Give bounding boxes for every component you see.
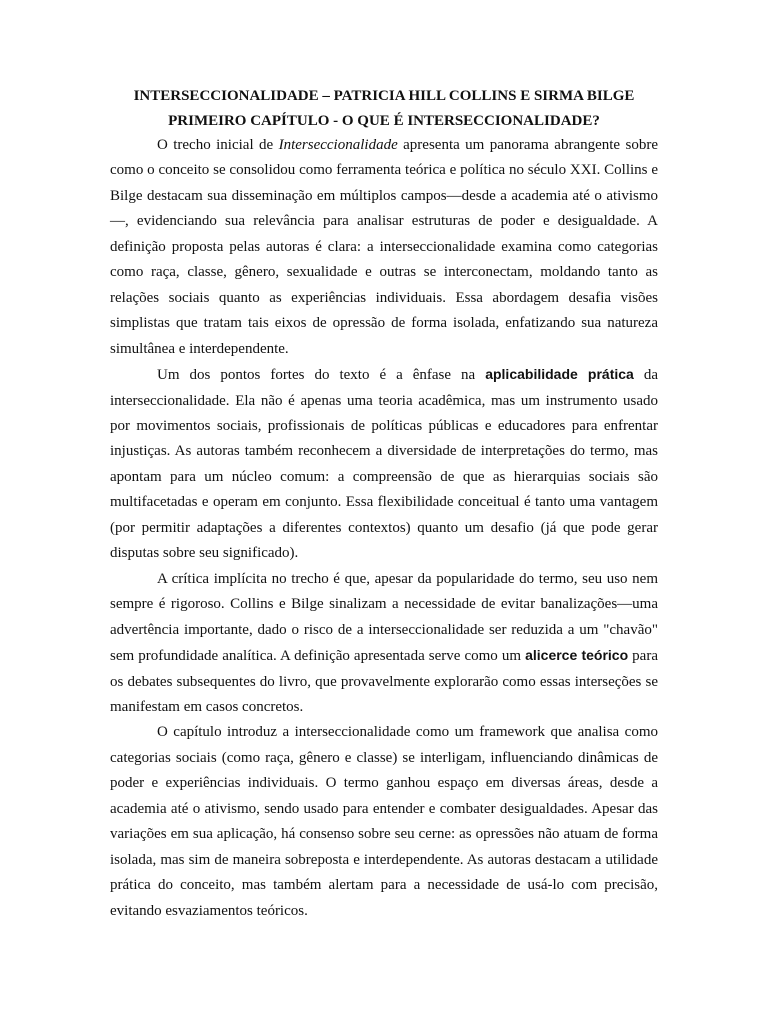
paragraph-1-text-start: O trecho inicial de bbox=[157, 137, 279, 153]
paragraph-3-text-start: A crítica implícita no trecho é que, apesar da popularidade do termo, seu uso nem sempre é rigoroso. Collins e Bilge sinalizam a necessidade de evitar banalizações—uma advertência importante, dado o risco de a interseccionalidade ser reduzida a um "chavão" sem profundidade analítica. A definição apresentada serve como um bbox=[110, 570, 658, 665]
paragraph-1 bbox=[110, 133, 658, 362]
paragraph-4 bbox=[110, 720, 658, 924]
paragraph-1-text-end: apresenta um panorama abrangente sobre como o conceito se consolidou como ferramenta teórica e política no século XXI. Collins e Bilge destacam sua disseminação em múltiplos campos—desde a academia até o ativismo—, evidenciando sua relevância para analisar estruturas de poder e desigualdade. A definição proposta pelas autoras é clara: a interseccionalidade examina como categorias como raça, classe, gênero, sexualidade e outras se interconectam, moldando tanto as relações sociais quanto as experiências individuais. Essa abordagem desafia visões simplistas que tratam tais eixos de opressão de forma isolada, enfatizando sua natureza simultânea e interdependente. bbox=[110, 137, 658, 357]
chapter-title: PRIMEIRO CAPÍTULO - O QUE É INTERSECCIONALIDADE? bbox=[168, 113, 600, 129]
book-title-italic: Interseccionalidade bbox=[278, 137, 398, 153]
paragraph-2 bbox=[110, 362, 658, 567]
bold-phrase-aplicabilidade: aplicabilidade prática bbox=[485, 366, 634, 383]
document-page bbox=[110, 84, 658, 924]
document-title: INTERSECCIONALIDADE – PATRICIA HILL COLLINS E SIRMA BILGE bbox=[133, 88, 635, 104]
paragraph-3-text-end: para os debates subsequentes do livro, que provavelmente explorarão como essas interseções se manifestam em casos concretos. bbox=[110, 648, 658, 715]
bold-phrase-alicerce: alicerce teórico bbox=[525, 647, 629, 664]
paragraph-2-text-start: Um dos pontos fortes do texto é a ênfase na bbox=[157, 367, 486, 384]
paragraph-4-text: O capítulo introduz a interseccionalidade como um framework que analisa como categorias sociais (como raça, gênero e classe) se interligam, influenciando dinâmicas de poder e experiências individuais. O termo ganhou espaço em diversas áreas, desde a academia até o ativismo, sendo usado para entender e combater desigualdades. Apesar das variações em sua aplicação, há consenso sobre seu cerne: as opressões não atuam de forma isolada, mas sim de maneira sobreposta e interdependente. As autoras destacam a utilidade prática do conceito, mas também alertam para a necessidade de usá-lo com precisão, evitando esvaziamentos teóricos. bbox=[110, 724, 658, 919]
paragraph-3 bbox=[110, 567, 658, 721]
paragraph-2-text-end: da interseccionalidade. Ela não é apenas uma teoria acadêmica, mas um instrumento usado por movimentos sociais, profissionais de políticas públicas e educadores para enfrentar injustiças. As autoras também reconhecem a diversidade de interpretações do termo, mas apontam para um núcleo comum: a compreensão de que as hierarquias sociais são multifacetadas e operam em conjunto. Essa flexibilidade conceitual é tanto uma vantagem (por permitir adaptações a diferentes contextos) quanto um desafio (já que pode gerar disputas sobre seu significado). bbox=[110, 367, 658, 562]
